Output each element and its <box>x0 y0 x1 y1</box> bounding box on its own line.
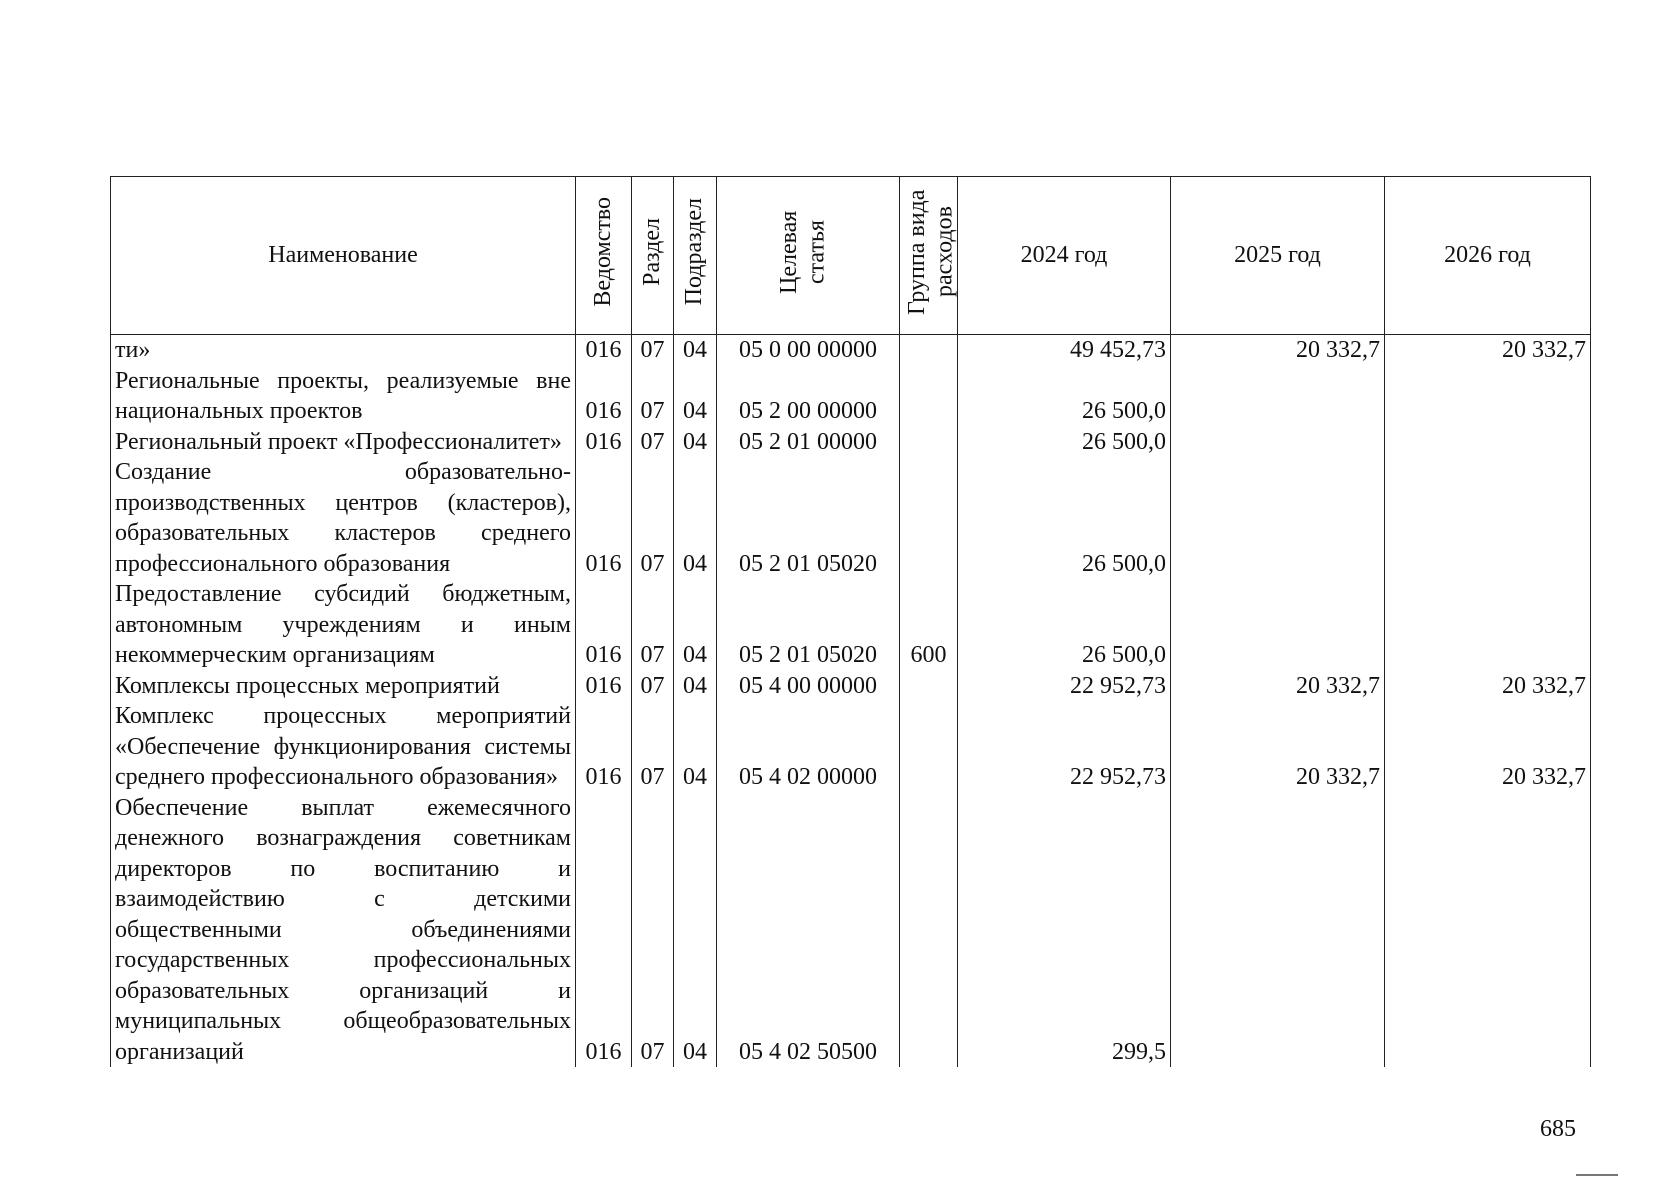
cell-name: Предоставление субсидий бюджетным, автономным учреждениям и иным некоммерческим организациям <box>111 579 576 671</box>
page-number: 685 <box>1540 1116 1576 1142</box>
cell-podrazdel: 04 <box>674 793 717 1068</box>
table-row <box>111 793 1591 1068</box>
header-podrazdel: Подраздел <box>674 177 717 335</box>
cell-celevaya: 05 4 02 00000 <box>717 701 900 793</box>
table-row <box>111 457 1591 579</box>
cell-gruppa <box>900 335 958 366</box>
table-body <box>111 335 1591 1068</box>
cell-gruppa <box>900 457 958 579</box>
cell-2026: 20 332,7 <box>1385 701 1591 793</box>
table-row <box>111 579 1591 671</box>
header-razdel: Раздел <box>632 177 674 335</box>
cell-gruppa: 600 <box>900 579 958 671</box>
cell-celevaya: 05 2 00 00000 <box>717 366 900 427</box>
cell-vedomstvo: 016 <box>576 457 632 579</box>
cell-podrazdel: 04 <box>674 579 717 671</box>
cell-podrazdel: 04 <box>674 366 717 427</box>
cell-name: Региональные проекты, реализуемые вне национальных проектов <box>111 366 576 427</box>
cell-podrazdel: 04 <box>674 457 717 579</box>
cell-razdel: 07 <box>632 427 674 458</box>
cell-gruppa <box>900 701 958 793</box>
cell-2024: 26 500,0 <box>958 366 1171 427</box>
cell-vedomstvo: 016 <box>576 671 632 702</box>
cell-2024: 26 500,0 <box>958 457 1171 579</box>
cell-2025 <box>1171 427 1385 458</box>
cell-name: Обеспечение выплат ежемесячного денежного вознаграждения советникам директоров по воспитанию и взаимодействию с детскими общественными объединениями государственных профессиональных образовательных организаций и муниципальных общеобразовательных организаций <box>111 793 576 1068</box>
cell-name: ти» <box>111 335 576 366</box>
cell-celevaya: 05 4 00 00000 <box>717 671 900 702</box>
cell-vedomstvo: 016 <box>576 335 632 366</box>
cell-2024: 26 500,0 <box>958 427 1171 458</box>
cell-razdel: 07 <box>632 457 674 579</box>
cell-name: Комплекс процессных мероприятий «Обеспечение функционирования системы среднего профессионального образования» <box>111 701 576 793</box>
header-2025: 2025 год <box>1171 177 1385 335</box>
cell-2026 <box>1385 793 1591 1068</box>
table-row <box>111 335 1591 366</box>
cell-gruppa <box>900 366 958 427</box>
cell-podrazdel: 04 <box>674 701 717 793</box>
cell-2026 <box>1385 579 1591 671</box>
header-2026: 2026 год <box>1385 177 1591 335</box>
cell-2026: 20 332,7 <box>1385 671 1591 702</box>
cell-razdel: 07 <box>632 793 674 1068</box>
cell-razdel: 07 <box>632 701 674 793</box>
cell-2026: 20 332,7 <box>1385 335 1591 366</box>
cell-razdel: 07 <box>632 335 674 366</box>
cell-vedomstvo: 016 <box>576 366 632 427</box>
cell-gruppa <box>900 427 958 458</box>
cell-gruppa <box>900 793 958 1068</box>
cell-podrazdel: 04 <box>674 671 717 702</box>
cell-2025: 20 332,7 <box>1171 701 1385 793</box>
header-name: Наименование <box>111 177 576 335</box>
cell-2024: 299,5 <box>958 793 1171 1068</box>
cell-celevaya: 05 0 00 00000 <box>717 335 900 366</box>
table-header-row <box>111 177 1591 335</box>
cell-razdel: 07 <box>632 366 674 427</box>
cell-2025: 20 332,7 <box>1171 335 1385 366</box>
cell-vedomstvo: 016 <box>576 579 632 671</box>
cell-2024: 22 952,73 <box>958 671 1171 702</box>
cell-gruppa <box>900 671 958 702</box>
cell-podrazdel: 04 <box>674 335 717 366</box>
cell-2025 <box>1171 793 1385 1068</box>
cell-2026 <box>1385 366 1591 427</box>
cell-2026 <box>1385 427 1591 458</box>
cell-celevaya: 05 2 01 05020 <box>717 457 900 579</box>
cell-vedomstvo: 016 <box>576 427 632 458</box>
header-vedomstvo: Ведомство <box>576 177 632 335</box>
cell-2025 <box>1171 579 1385 671</box>
cell-2025 <box>1171 366 1385 427</box>
header-gruppa: Группа вида расходов <box>900 177 958 335</box>
cell-2024: 49 452,73 <box>958 335 1171 366</box>
cell-2024: 26 500,0 <box>958 579 1171 671</box>
cell-celevaya: 05 4 02 50500 <box>717 793 900 1068</box>
budget-table <box>110 176 1591 1067</box>
table-row <box>111 701 1591 793</box>
cell-2026 <box>1385 457 1591 579</box>
cell-2024: 22 952,73 <box>958 701 1171 793</box>
table-row <box>111 427 1591 458</box>
table-row <box>111 366 1591 427</box>
cell-2025 <box>1171 457 1385 579</box>
cell-celevaya: 05 2 01 05020 <box>717 579 900 671</box>
table-row <box>111 671 1591 702</box>
cell-2025: 20 332,7 <box>1171 671 1385 702</box>
cell-podrazdel: 04 <box>674 427 717 458</box>
cell-razdel: 07 <box>632 579 674 671</box>
header-2024: 2024 год <box>958 177 1171 335</box>
cell-name: Создание образовательно-производственных центров (кластеров), образовательных кластеров среднего профессионального образования <box>111 457 576 579</box>
cell-razdel: 07 <box>632 671 674 702</box>
cell-name: Комплексы процессных мероприятий <box>111 671 576 702</box>
cell-vedomstvo: 016 <box>576 701 632 793</box>
scan-mark <box>1576 1174 1618 1176</box>
cell-name: Региональный проект «Профессионалитет» <box>111 427 576 458</box>
header-celevaya: Целевая статья <box>717 177 900 335</box>
cell-celevaya: 05 2 01 00000 <box>717 427 900 458</box>
cell-vedomstvo: 016 <box>576 793 632 1068</box>
